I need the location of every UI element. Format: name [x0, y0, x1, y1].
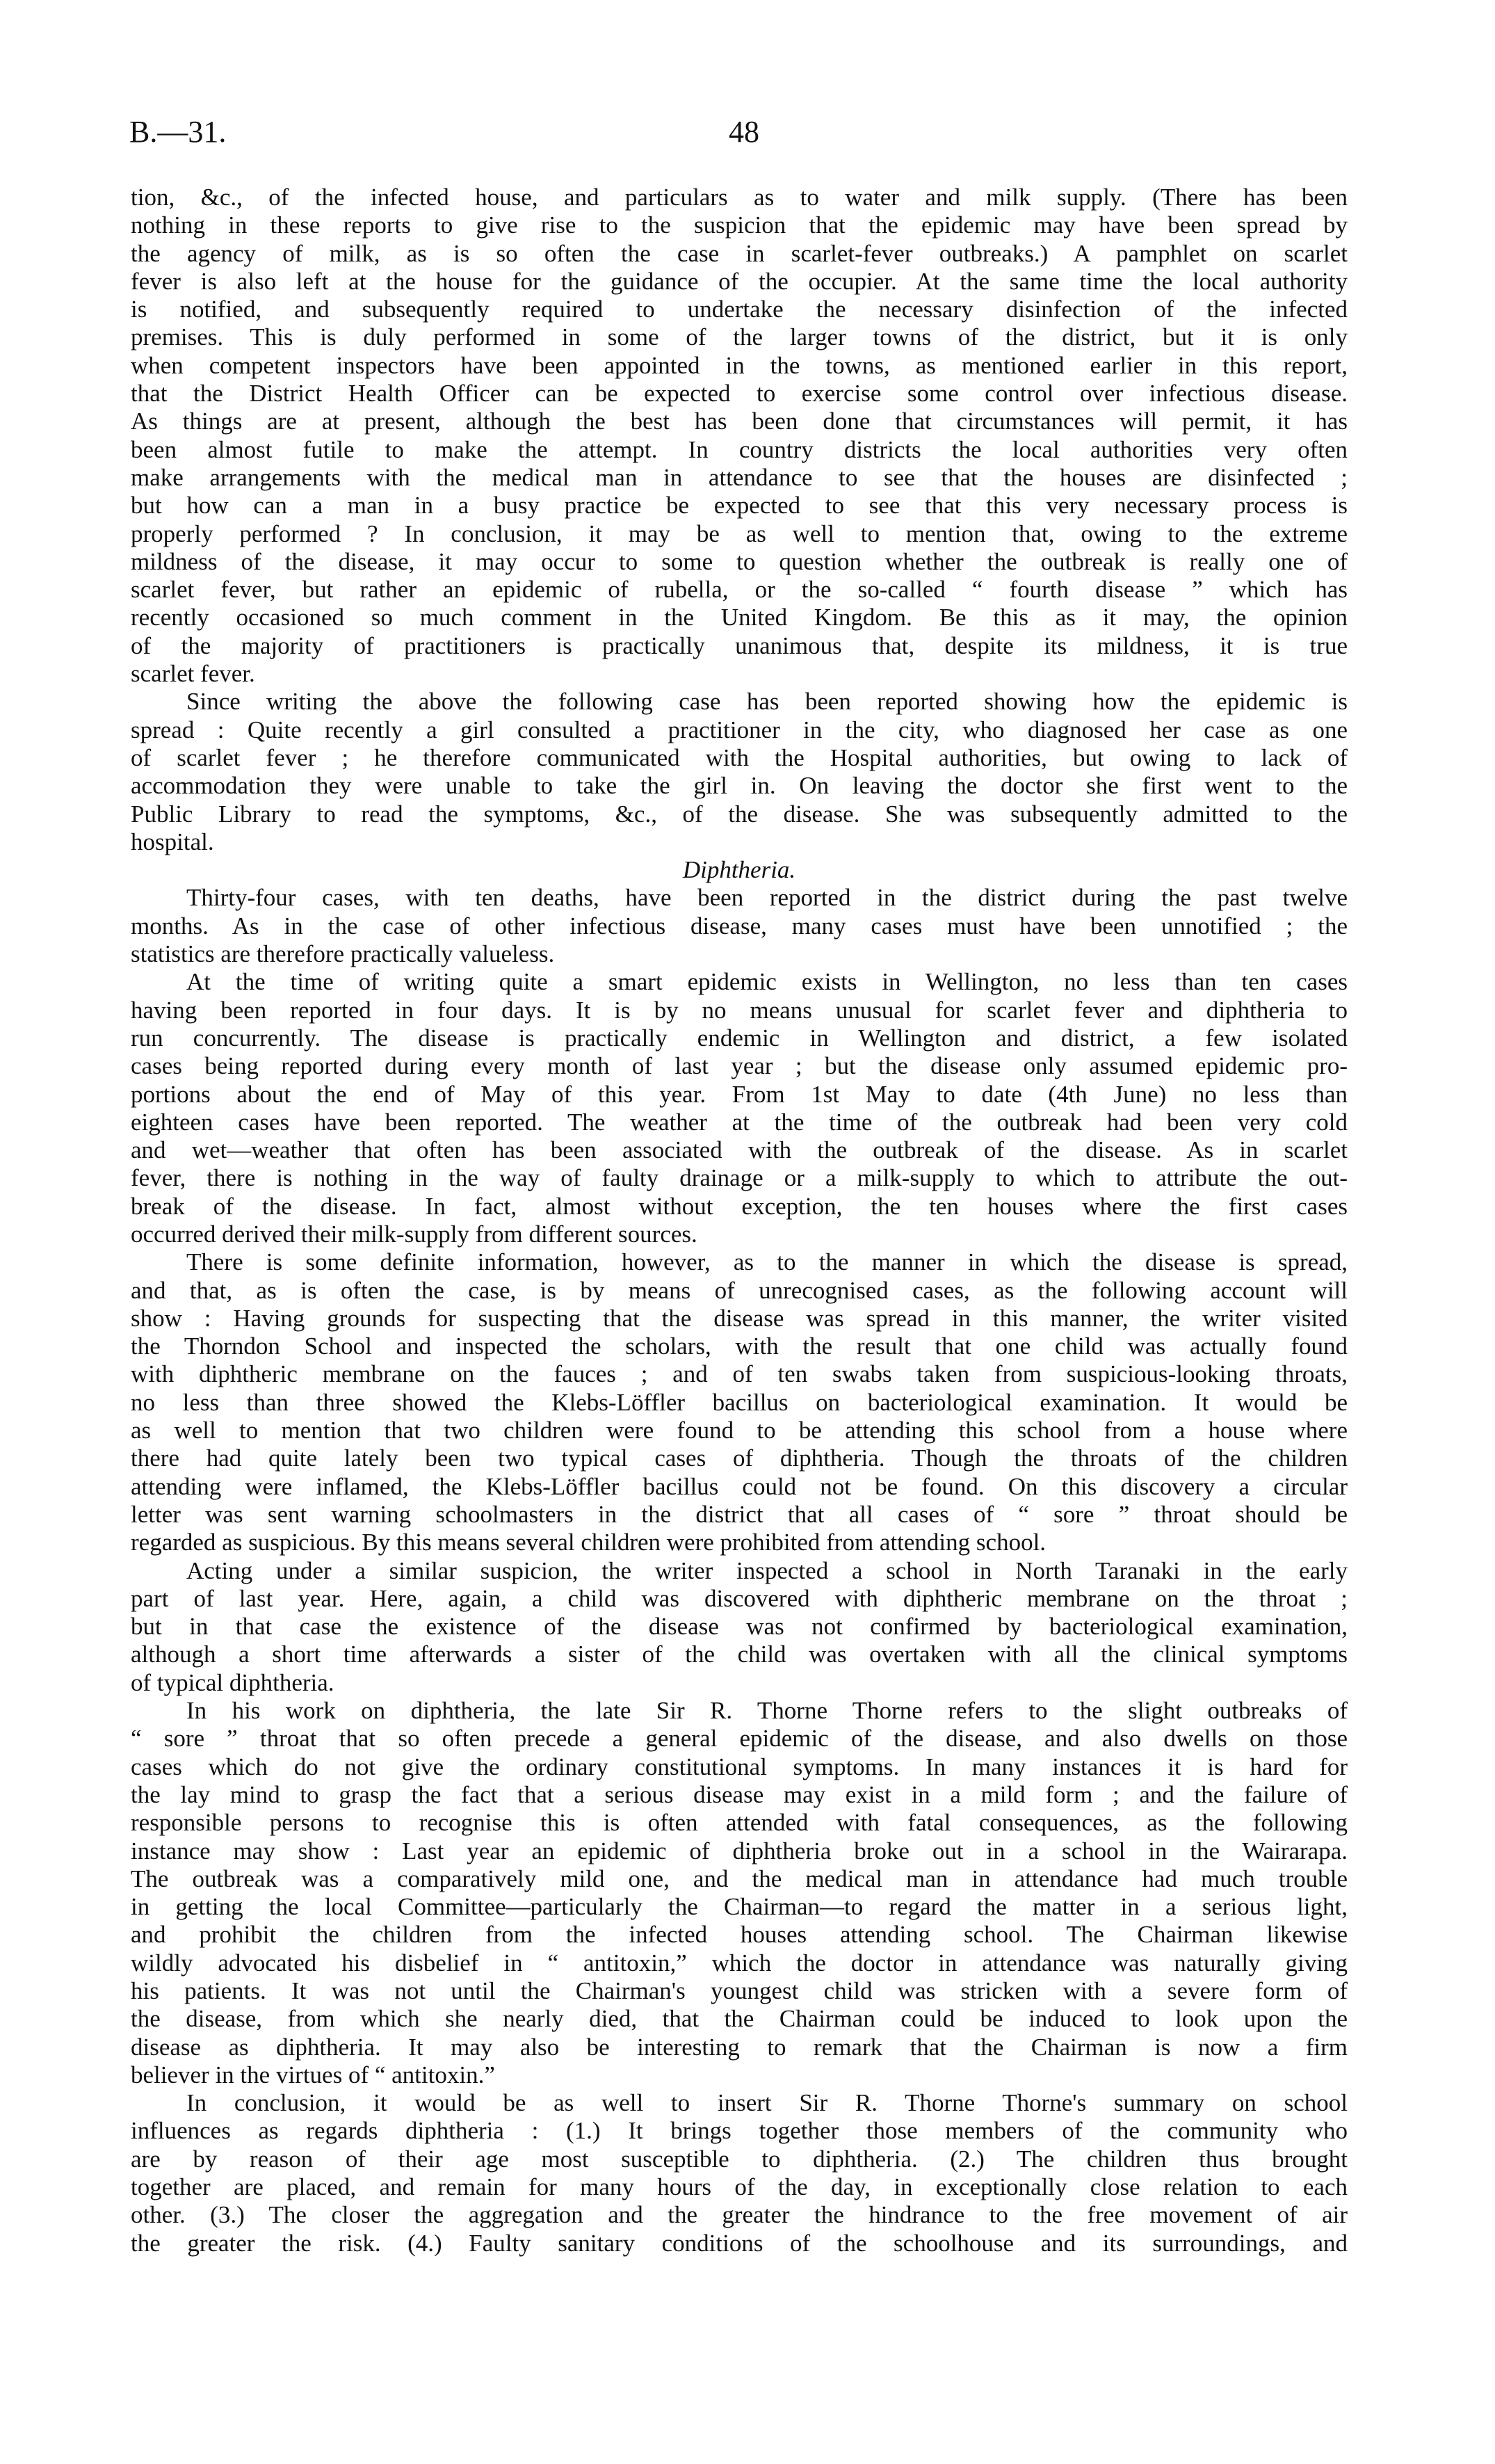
document-body: [131, 184, 1348, 2257]
text-line: In conclusion, it would be as well to insert Sir R. Thorne Thorne's summary on school: [186, 2089, 1348, 2117]
text-line: fever is also left at the house for the guidance of the occupier. At the same time the local authority: [131, 267, 1348, 295]
text-line: run concurrently. The disease is practically endemic in Wellington and district, a few isolated: [131, 1024, 1348, 1052]
page-number: 48: [729, 115, 759, 149]
text-line: the Thorndon School and inspected the scholars, with the result that one child was actually found: [131, 1332, 1348, 1360]
text-line: when competent inspectors have been appointed in the towns, as mentioned earlier in this report,: [131, 351, 1348, 379]
text-line: accommodation they were unable to take the girl in. On leaving the doctor she first went to the: [131, 772, 1348, 800]
text-line: disease as diphtheria. It may also be interesting to remark that the Chairman is now a firm: [131, 2033, 1348, 2061]
paragraph: [131, 688, 1348, 856]
paragraph: [131, 184, 1348, 688]
text-line: no less than three showed the Klebs-Löffler bacillus on bacteriological examination. It would be: [131, 1388, 1348, 1416]
text-line: spread : Quite recently a girl consulted a practitioner in the city, who diagnosed her case as one: [131, 716, 1348, 743]
text-line: show : Having grounds for suspecting that the disease was spread in this manner, the writer visited: [131, 1304, 1348, 1332]
text-line: Public Library to read the symptoms, &c., of the disease. She was subsequently admitted to the: [131, 800, 1348, 828]
paragraph: [131, 2089, 1348, 2257]
text-line: his patients. It was not until the Chairman's youngest child was stricken with a severe form of: [131, 1977, 1348, 2004]
text-line: months. As in the case of other infectious disease, many cases must have been unnotified ; the: [131, 912, 1348, 940]
text-line: but in that case the existence of the disease was not confirmed by bacteriological examination,: [131, 1613, 1348, 1641]
paragraph: [131, 1557, 1348, 1697]
text-line: cases being reported during every month of last year ; but the disease only assumed epidemic pro-: [131, 1052, 1348, 1080]
paragraph: [131, 884, 1348, 968]
text-line: mildness of the disease, it may occur to some to question whether the outbreak is really one of: [131, 547, 1348, 575]
text-line: are by reason of their age most susceptible to diphtheria. (2.) The children thus brought: [131, 2145, 1348, 2173]
text-line: Since writing the above the following case has been reported showing how the epidemic is: [186, 688, 1348, 716]
text-line: is notified, and subsequently required to undertake the necessary disinfection of the infected: [131, 296, 1348, 323]
text-line: Thirty-four cases, with ten deaths, have been reported in the district during the past twelve: [186, 884, 1348, 912]
text-line: the lay mind to grasp the fact that a serious disease may exist in a mild form ; and the failure of: [131, 1780, 1348, 1808]
text-line: that the District Health Officer can be expected to exercise some control over infectious disease.: [131, 380, 1348, 408]
text-line: influences as regards diphtheria : (1.) It brings together those members of the community who: [131, 2117, 1348, 2145]
section-heading: Diphtheria.: [682, 856, 796, 884]
text-line: in getting the local Committee—particularly the Chairman—to regard the matter in a serious light,: [131, 1893, 1348, 1921]
text-line: “ sore ” throat that so often precede a general epidemic of the disease, and also dwells on those: [131, 1725, 1348, 1753]
text-line: other. (3.) The closer the aggregation and the greater the hindrance to the free movement of air: [131, 2201, 1348, 2229]
paragraph: [131, 968, 1348, 1248]
text-line: break of the disease. In fact, almost without exception, the ten houses where the first cases: [131, 1192, 1348, 1220]
text-line: Acting under a similar suspicion, the writer inspected a school in North Taranaki in the early: [186, 1556, 1348, 1584]
text-line: There is some definite information, however, as to the manner in which the disease is spread,: [186, 1248, 1348, 1276]
text-line: of the majority of practitioners is practically unanimous that, despite its mildness, it is true: [131, 631, 1348, 659]
text-line: as well to mention that two children were found to be attending this school from a house where: [131, 1417, 1348, 1444]
text-line: fever, there is nothing in the way of faulty drainage or a milk-supply to which to attribute the out-: [131, 1164, 1348, 1192]
text-line: responsible persons to recognise this is often attended with fatal consequences, as the following: [131, 1809, 1348, 1837]
text-line: The outbreak was a comparatively mild one, and the medical man in attendance had much trouble: [131, 1865, 1348, 1892]
text-line: and prohibit the children from the infected houses attending school. The Chairman likewise: [131, 1921, 1348, 1949]
paragraph: [131, 1248, 1348, 1556]
text-line: cases which do not give the ordinary constitutional symptoms. In many instances it is hard for: [131, 1753, 1348, 1780]
text-line: premises. This is duly performed in some of the larger towns of the district, but it is only: [131, 323, 1348, 351]
text-line: although a short time afterwards a sister of the child was overtaken with all the clinical symptoms: [131, 1641, 1348, 1668]
text-line: having been reported in four days. It is by no means unusual for scarlet fever and diphtheria to: [131, 996, 1348, 1024]
text-line: hospital.: [131, 828, 214, 855]
text-line: been almost futile to make the attempt. In country districts the local authorities very often: [131, 435, 1348, 463]
text-line: the agency of milk, as is so often the case in scarlet-fever outbreaks.) A pamphlet on scarlet: [131, 239, 1348, 267]
text-line: occurred derived their milk-supply from different sources.: [131, 1220, 697, 1248]
text-line: In his work on diphtheria, the late Sir R. Thorne Thorne refers to the slight outbreaks of: [186, 1697, 1348, 1725]
text-line: part of last year. Here, again, a child was discovered with diphtheric membrane on the throat ;: [131, 1584, 1348, 1612]
text-line: and that, as is often the case, is by means of unrecognised cases, as the following account will: [131, 1276, 1348, 1304]
text-line: regarded as suspicious. By this means several children were prohibited from attending school.: [131, 1529, 1046, 1556]
text-line: eighteen cases have been reported. The weather at the time of the outbreak had been very cold: [131, 1108, 1348, 1136]
document-code: B.—31.: [129, 115, 227, 149]
text-line: As things are at present, although the best has been done that circumstances will permit, it has: [131, 408, 1348, 435]
text-line: attending were inflamed, the Klebs-Löffler bacillus could not be found. On this discovery a circular: [131, 1472, 1348, 1500]
text-line: statistics are therefore practically valueless.: [131, 940, 555, 968]
text-line: portions about the end of May of this year. From 1st May to date (4th June) no less than: [131, 1080, 1348, 1108]
text-line: with diphtheric membrane on the fauces ; and of ten swabs taken from suspicious-looking throats,: [131, 1360, 1348, 1388]
text-line: nothing in these reports to give rise to the suspicion that the epidemic may have been spread by: [131, 211, 1348, 239]
text-line: of scarlet fever ; he therefore communicated with the Hospital authorities, but owing to lack of: [131, 743, 1348, 771]
text-line: recently occasioned so much comment in the United Kingdom. Be this as it may, the opinion: [131, 604, 1348, 631]
text-line: there had quite lately been two typical cases of diphtheria. Though the throats of the children: [131, 1444, 1348, 1472]
text-line: scarlet fever, but rather an epidemic of rubella, or the so-called “ fourth disease ” which has: [131, 576, 1348, 604]
text-line: believer in the virtues of “ antitoxin.”: [131, 2061, 495, 2088]
text-line: the disease, from which she nearly died, that the Chairman could be induced to look upon the: [131, 2005, 1348, 2033]
text-line: scarlet fever.: [131, 660, 255, 688]
text-line: the greater the risk. (4.) Faulty sanitary conditions of the schoolhouse and its surroundings, and: [131, 2229, 1348, 2257]
text-line: letter was sent warning schoolmasters in the district that all cases of “ sore ” throat should be: [131, 1500, 1348, 1528]
text-line: of typical diphtheria.: [131, 1668, 334, 1696]
text-line: instance may show : Last year an epidemic of diphtheria broke out in a school in the Wairarapa.: [131, 1837, 1348, 1865]
text-line: and wet—weather that often has been associated with the outbreak of the disease. As in scarlet: [131, 1136, 1348, 1164]
text-line: properly performed ? In conclusion, it may be as well to mention that, owing to the extreme: [131, 520, 1348, 547]
text-line: tion, &c., of the infected house, and particulars as to water and milk supply. (There has been: [131, 184, 1348, 211]
text-line: At the time of writing quite a smart epidemic exists in Wellington, no less than ten cases: [186, 968, 1348, 996]
paragraph: [131, 1697, 1348, 2089]
text-line: make arrangements with the medical man in attendance to see that the houses are disinfected ;: [131, 463, 1348, 491]
text-line: wildly advocated his disbelief in “ antitoxin,” which the doctor in attendance was naturally giving: [131, 1949, 1348, 1976]
text-line: together are placed, and remain for many hours of the day, in exceptionally close relation to each: [131, 2173, 1348, 2201]
text-line: but how can a man in a busy practice be expected to see that this very necessary process is: [131, 492, 1348, 520]
